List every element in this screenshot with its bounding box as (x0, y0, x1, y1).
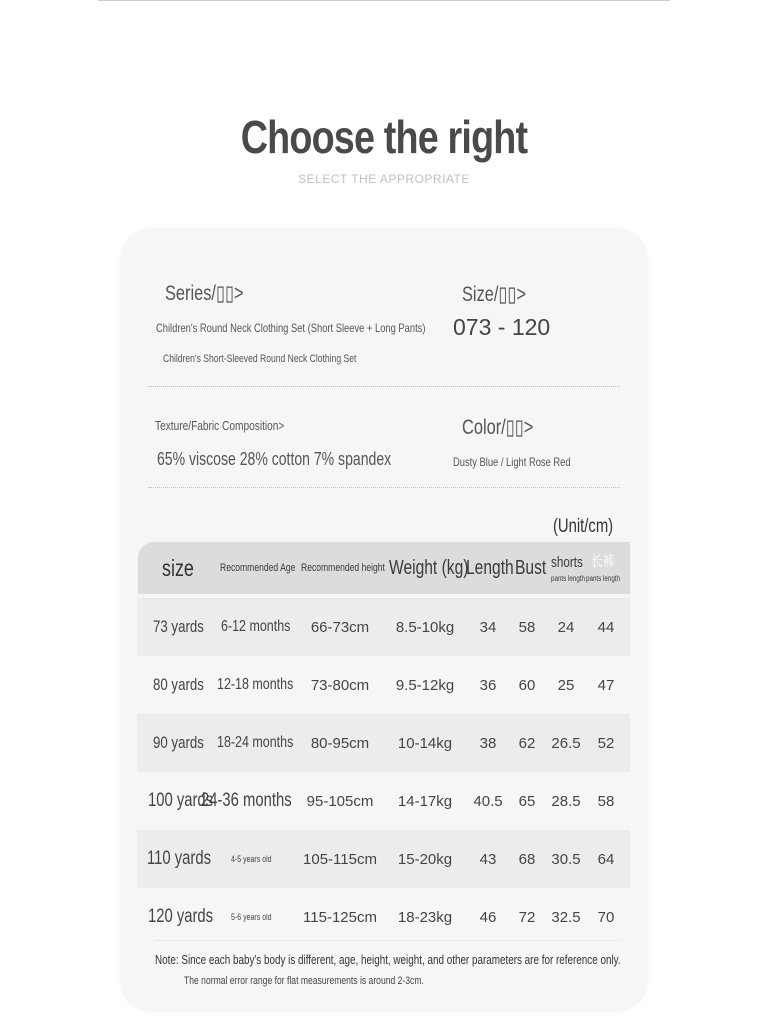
color-value: Dusty Blue / Light Rose Red (453, 455, 571, 469)
series-label: Series/▯▯> (165, 282, 244, 305)
series-value: Children's Round Neck Clothing Set (Short Sleeve + Long Pants) (156, 321, 426, 335)
info-divider-1 (148, 386, 620, 387)
table-row: 110 yards 4-5 years old 105-115cm 15-20kg 43 68 30.5 64 (137, 830, 630, 888)
info-divider-2 (148, 487, 620, 488)
table-bottom-divider (156, 940, 620, 941)
top-divider (98, 0, 670, 1)
table-row: 80 yards 12-18 months 73-80cm 9.5-12kg 36 60 25 47 (153, 675, 615, 694)
header-bust: Bust (515, 556, 547, 579)
note-line-1: Note: Since each baby's body is different, age, height, weight, and other parameters are for reference only. (155, 952, 621, 967)
header-shorts: shorts (551, 553, 583, 571)
size-range: 073 - 120 (453, 314, 551, 340)
table-row: 120 yards 5-6 years old 115-125cm 18-23kg 46 72 32.5 70 (148, 906, 615, 927)
size-label: Size/▯▯> (462, 283, 527, 306)
table-row: 90 yards 18-24 months 80-95cm 10-14kg 38 62 26.5 52 (137, 714, 630, 772)
note-line-2: The normal error range for flat measurements is around 2-3cm. (184, 975, 424, 987)
table-row: 73 yards 6-12 months 66-73cm 8.5-10kg 34 58 24 44 (137, 598, 630, 656)
header-long-pants-sub: pants length (586, 573, 621, 583)
series-subvalue: Children's Short-Sleeved Round Neck Clothing Set (163, 353, 357, 365)
unit-label: (Unit/cm) (553, 516, 614, 537)
texture-label: Texture/Fabric Composition> (155, 418, 285, 433)
header-length: Length (466, 556, 514, 579)
header-height: Recommended height (301, 562, 385, 574)
header-size: size (162, 554, 194, 581)
table-header (138, 542, 630, 594)
texture-value: 65% viscose 28% cotton 7% spandex (157, 449, 392, 469)
header-weight: Weight (kg) (389, 556, 469, 579)
page-title: Choose the right (240, 111, 528, 163)
header-age: Recommended Age (220, 562, 296, 574)
page-subtitle: SELECT THE APPROPRIATE (298, 172, 470, 186)
header-shorts-sub: pants length (551, 573, 586, 583)
header-long-pants: 长裤 (591, 552, 615, 570)
table-row: 100 yards 24-36 months 95-105cm 14-17kg 40.5 65 28.5 58 (148, 790, 615, 811)
color-label: Color/▯▯> (462, 416, 534, 439)
